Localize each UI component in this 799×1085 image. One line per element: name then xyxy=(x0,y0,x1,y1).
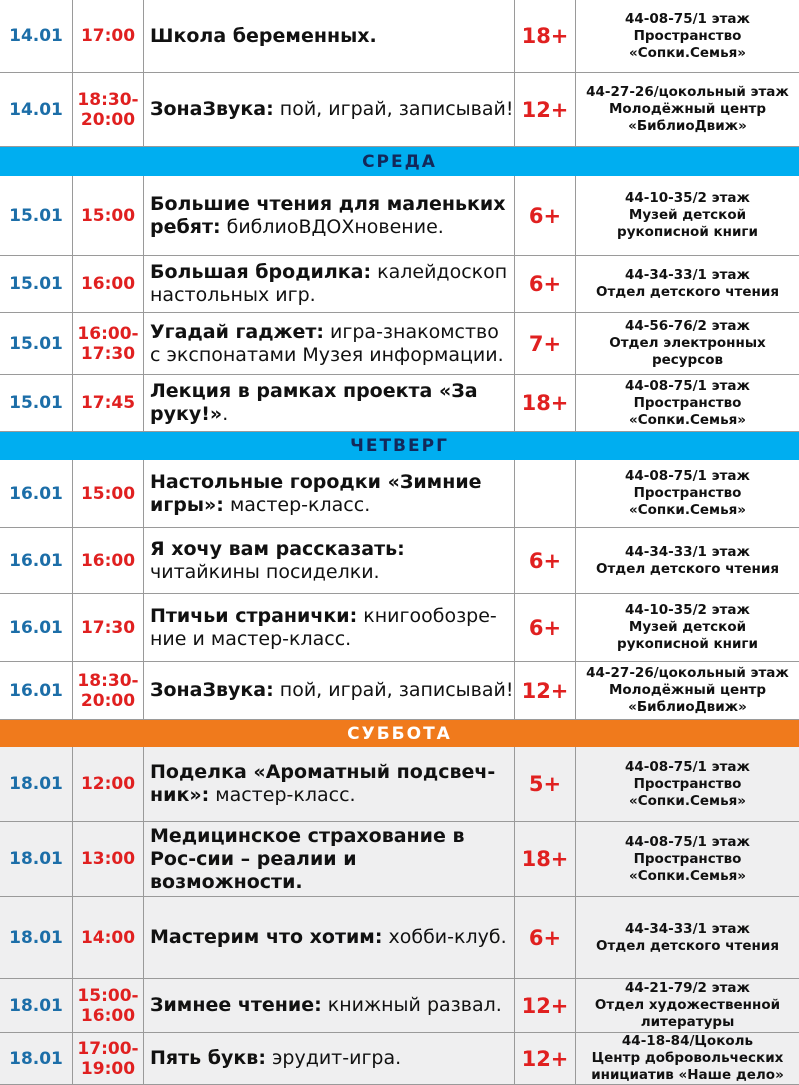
event-date: 16.01 xyxy=(0,662,73,719)
event-title-bold: Я хочу вам рассказать: xyxy=(150,537,405,560)
event-title xyxy=(144,73,515,146)
day-header: СУББОТА xyxy=(0,720,799,747)
event-date: 15.01 xyxy=(0,375,73,431)
event-title-rest: пой, играй, записывай! xyxy=(273,98,514,120)
age-rating: 18+ xyxy=(515,822,576,896)
event-title xyxy=(144,528,515,593)
event-title xyxy=(144,662,515,719)
age-rating: 12+ xyxy=(515,979,576,1032)
event-title-rest: читайкины посиделки. xyxy=(150,560,380,583)
event-row xyxy=(0,662,799,720)
location-line: Молодёжный центр xyxy=(608,682,767,698)
age-rating: 18+ xyxy=(515,375,576,431)
event-title-bold: Поделка «Ароматный подсвеч-ник»: xyxy=(150,761,496,806)
age-rating: 6+ xyxy=(515,256,576,312)
event-location xyxy=(576,662,799,719)
event-title-rest: мастер-класс. xyxy=(209,784,356,806)
location-line: 44-34-33/1 этаж xyxy=(625,267,750,283)
location-line: 44-21-79/2 этаж xyxy=(625,980,750,996)
event-title-bold: Медицинское страхование в Рос-сии – реалии и возможности. xyxy=(150,824,465,893)
age-rating: 5+ xyxy=(515,747,576,821)
event-title-bold: Пять букв: xyxy=(150,1047,266,1069)
location-line: литературы xyxy=(640,1014,735,1030)
event-row xyxy=(0,747,799,822)
event-location xyxy=(576,176,799,255)
event-date: 18.01 xyxy=(0,747,73,821)
event-time: 15:00 xyxy=(73,176,144,255)
age-rating: 6+ xyxy=(515,528,576,593)
location-line: рукописной книги xyxy=(617,224,758,240)
event-date: 18.01 xyxy=(0,822,73,896)
location-line: Музей детской xyxy=(628,207,747,223)
event-title-rest: пой, играй, записывай! xyxy=(273,679,514,701)
event-title-bold: Большие чтения для маленьких ребят: xyxy=(150,192,506,238)
event-location xyxy=(576,897,799,978)
event-title-bold: Большая бродилка: xyxy=(150,261,372,283)
event-title-bold: Зимнее чтение: xyxy=(150,994,322,1016)
day-header: СРЕДА xyxy=(0,147,799,176)
event-row xyxy=(0,897,799,979)
event-title-bold: Лекция в рамках проекта «За руку!» xyxy=(150,380,478,425)
event-title-bold: Настольные городки «Зимние игры»: xyxy=(150,470,482,516)
location-line: Пространство xyxy=(633,27,742,44)
event-location xyxy=(576,0,799,72)
location-line: Отдел детского чтения xyxy=(595,937,779,954)
event-title-rest: калейдоскоп настольных игр. xyxy=(150,261,508,306)
event-location xyxy=(576,313,799,374)
event-title xyxy=(144,375,515,431)
day-header: ЧЕТВЕРГ xyxy=(0,432,799,460)
event-location xyxy=(576,979,799,1032)
event-date: 14.01 xyxy=(0,73,73,146)
age-rating: 6+ xyxy=(515,897,576,978)
event-row xyxy=(0,375,799,432)
location-line: 44-08-75/1 этаж xyxy=(625,377,750,394)
location-line: Пространство xyxy=(633,485,742,501)
event-title-rest: игра-знакомство с экспонатами Музея информации. xyxy=(150,320,504,366)
event-title-rest: мастер-класс. xyxy=(223,493,371,516)
event-title-bold: Птичьи странички: xyxy=(150,604,358,627)
location-line: «Сопки.Семья» xyxy=(628,502,746,518)
event-time: 17:00 xyxy=(73,0,144,72)
location-line: Пространство xyxy=(633,850,742,867)
event-title-bold: ЗонаЗвука: xyxy=(150,98,274,120)
event-row xyxy=(0,1033,799,1085)
event-location xyxy=(576,822,799,896)
location-line: 44-18-84/Цоколь xyxy=(621,1033,754,1049)
event-title-rest: эрудит-игра. xyxy=(265,1047,402,1069)
event-title-bold: Школа беременных. xyxy=(150,24,377,47)
event-row xyxy=(0,594,799,662)
event-title xyxy=(144,0,515,72)
location-line: ресурсов xyxy=(651,352,724,368)
event-location xyxy=(576,1033,799,1084)
event-title xyxy=(144,897,515,978)
location-line: Центр добровольческих xyxy=(591,1050,784,1066)
event-row xyxy=(0,176,799,256)
location-line: 44-34-33/1 этаж xyxy=(625,543,750,560)
location-line: 44-08-75/1 этаж xyxy=(625,758,750,775)
event-title xyxy=(144,822,515,896)
event-row xyxy=(0,256,799,313)
age-rating: 6+ xyxy=(515,176,576,255)
event-date: 15.01 xyxy=(0,256,73,312)
location-line: 44-27-26/цокольный этаж xyxy=(586,665,789,681)
location-line: рукописной книги xyxy=(617,636,758,652)
location-line: Отдел детского чтения xyxy=(595,284,779,300)
event-location xyxy=(576,528,799,593)
event-location xyxy=(576,594,799,661)
location-line: 44-34-33/1 этаж xyxy=(625,920,750,937)
event-time: 16:00 xyxy=(73,528,144,593)
event-title-rest: библиоВДОХновение. xyxy=(220,215,444,238)
event-date: 15.01 xyxy=(0,176,73,255)
location-line: инициатив «Наше дело» xyxy=(591,1067,784,1083)
event-row xyxy=(0,979,799,1033)
event-time: 16:00- 17:30 xyxy=(73,313,144,374)
event-time: 15:00 xyxy=(73,460,144,527)
location-line: Пространство xyxy=(633,394,742,411)
event-row xyxy=(0,313,799,375)
age-rating: 7+ xyxy=(515,313,576,374)
age-rating xyxy=(515,460,576,527)
event-row xyxy=(0,460,799,528)
event-title-rest: книгообозре-ние и мастер-класс. xyxy=(150,604,497,650)
event-title-rest: хобби-клуб. xyxy=(382,926,507,948)
location-line: «Сопки.Семья» xyxy=(628,867,746,884)
event-title-bold: ЗонаЗвука: xyxy=(150,679,274,701)
location-line: «Сопки.Семья» xyxy=(628,44,746,61)
location-line: 44-10-35/2 этаж xyxy=(625,602,750,618)
location-line: Пространство xyxy=(633,775,742,792)
location-line: Молодёжный центр xyxy=(608,101,767,117)
location-line: Отдел электронных xyxy=(609,335,766,351)
event-title xyxy=(144,1033,515,1084)
event-date: 14.01 xyxy=(0,0,73,72)
event-date: 18.01 xyxy=(0,1033,73,1084)
event-time: 17:45 xyxy=(73,375,144,431)
event-date: 16.01 xyxy=(0,528,73,593)
location-line: «Сопки.Семья» xyxy=(628,411,746,428)
event-time: 13:00 xyxy=(73,822,144,896)
location-line: Отдел художественной xyxy=(594,997,781,1013)
event-location xyxy=(576,375,799,431)
event-date: 16.01 xyxy=(0,594,73,661)
location-line: Отдел детского чтения xyxy=(595,560,779,577)
event-date: 18.01 xyxy=(0,979,73,1032)
event-location xyxy=(576,256,799,312)
event-title xyxy=(144,979,515,1032)
event-time: 17:30 xyxy=(73,594,144,661)
location-line: 44-27-26/цокольный этаж xyxy=(586,84,789,100)
event-title xyxy=(144,594,515,661)
event-date: 18.01 xyxy=(0,897,73,978)
event-location xyxy=(576,460,799,527)
location-line: Музей детской xyxy=(628,619,747,635)
event-date: 15.01 xyxy=(0,313,73,374)
location-line: 44-56-76/2 этаж xyxy=(625,318,750,334)
event-title xyxy=(144,460,515,527)
event-time: 16:00 xyxy=(73,256,144,312)
location-line: 44-08-75/1 этаж xyxy=(625,833,750,850)
location-line: «БиблиоДвиж» xyxy=(628,118,747,134)
location-line: «Сопки.Семья» xyxy=(628,792,746,809)
event-location xyxy=(576,747,799,821)
event-title-bold: Мастерим что хотим: xyxy=(150,926,383,948)
age-rating: 12+ xyxy=(515,73,576,146)
age-rating: 18+ xyxy=(515,0,576,72)
event-title xyxy=(144,313,515,374)
event-time: 18:30- 20:00 xyxy=(73,73,144,146)
event-title xyxy=(144,176,515,255)
location-line: 44-08-75/1 этаж xyxy=(625,468,750,484)
event-row xyxy=(0,73,799,147)
event-row xyxy=(0,822,799,897)
event-time: 18:30- 20:00 xyxy=(73,662,144,719)
event-title-rest: . xyxy=(222,403,229,425)
age-rating: 12+ xyxy=(515,662,576,719)
event-time: 14:00 xyxy=(73,897,144,978)
event-time: 17:00- 19:00 xyxy=(73,1033,144,1084)
event-row xyxy=(0,528,799,594)
event-time: 15:00- 16:00 xyxy=(73,979,144,1032)
event-date: 16.01 xyxy=(0,460,73,527)
event-row xyxy=(0,0,799,73)
event-title xyxy=(144,256,515,312)
age-rating: 6+ xyxy=(515,594,576,661)
event-time: 12:00 xyxy=(73,747,144,821)
age-rating: 12+ xyxy=(515,1033,576,1084)
location-line: «БиблиоДвиж» xyxy=(628,699,747,715)
location-line: 44-10-35/2 этаж xyxy=(625,190,750,206)
event-location xyxy=(576,73,799,146)
event-title-rest: книжный развал. xyxy=(321,994,502,1016)
event-title xyxy=(144,747,515,821)
location-line: 44-08-75/1 этаж xyxy=(625,10,750,27)
event-title-bold: Угадай гаджет: xyxy=(150,320,324,343)
